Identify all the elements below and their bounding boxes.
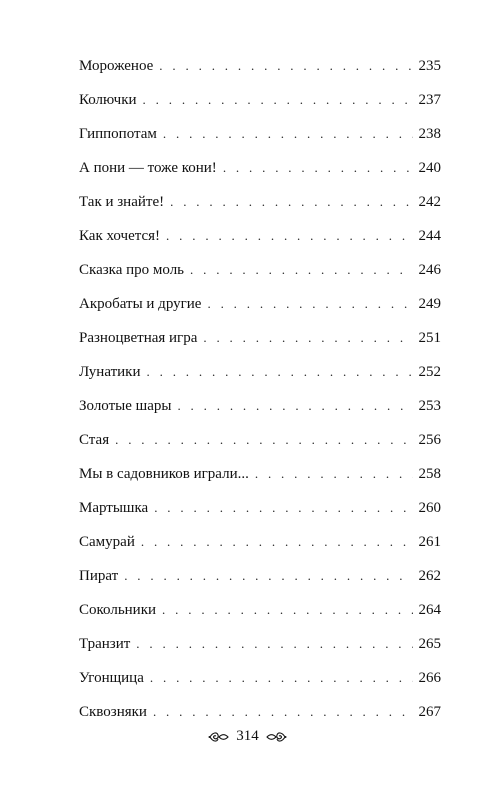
toc-entry[interactable] xyxy=(79,431,441,465)
dot-leader xyxy=(163,125,413,143)
toc-entry-page: 260 xyxy=(418,500,441,516)
toc-entry-page: 258 xyxy=(418,466,441,482)
toc-entry-title: Угонщица xyxy=(79,670,144,686)
toc-entry-page: 237 xyxy=(418,92,441,108)
dot-leader xyxy=(190,261,413,279)
toc-entry-title: Пират xyxy=(79,568,119,584)
toc-entry[interactable] xyxy=(79,91,441,125)
toc-entry[interactable] xyxy=(79,227,441,261)
toc-entry-page: 266 xyxy=(418,670,441,686)
dot-leader xyxy=(136,635,413,653)
toc-entry-title: Лунатики xyxy=(79,364,141,380)
toc-entry[interactable] xyxy=(79,567,441,601)
toc-entry-page: 238 xyxy=(418,126,441,142)
toc-entry[interactable] xyxy=(79,261,441,295)
dot-leader xyxy=(154,499,413,517)
toc-entry-title: Сказка про моль xyxy=(79,262,185,278)
toc-entry-page: 261 xyxy=(418,534,441,550)
toc-entry[interactable] xyxy=(79,669,441,703)
toc-entry-title: Колючки xyxy=(79,92,137,108)
toc-entry[interactable] xyxy=(79,193,441,227)
toc-entry-title: Мартышка xyxy=(79,500,149,516)
toc-entry-title: Как хочется! xyxy=(79,228,161,244)
toc-entry[interactable] xyxy=(79,363,441,397)
toc-entry-title: Мороженое xyxy=(79,58,154,74)
toc-entry-title: Акробаты и другие xyxy=(79,296,202,312)
toc-entry-page: 256 xyxy=(418,432,441,448)
dot-leader xyxy=(223,159,413,177)
ornament-left-icon xyxy=(208,730,230,744)
dot-leader xyxy=(166,227,413,245)
toc-entry-page: 235 xyxy=(418,58,441,74)
toc-entry[interactable] xyxy=(79,159,441,193)
dot-leader xyxy=(115,431,413,449)
toc-entry-title: Транзит xyxy=(79,636,131,652)
page-footer xyxy=(0,728,495,745)
toc-entry-page: 240 xyxy=(418,160,441,176)
dot-leader xyxy=(159,57,413,75)
toc-entry-page: 265 xyxy=(418,636,441,652)
toc-entry[interactable] xyxy=(79,601,441,635)
ornament-right-icon xyxy=(265,730,287,744)
page-number: 314 xyxy=(236,728,259,744)
toc-entry[interactable] xyxy=(79,57,441,91)
dot-leader xyxy=(141,533,413,551)
dot-leader xyxy=(150,669,413,687)
dot-leader xyxy=(170,193,413,211)
toc-entry[interactable] xyxy=(79,465,441,499)
toc-entry-title: Так и знайте! xyxy=(79,194,165,210)
toc-entry-title: Сокольники xyxy=(79,602,157,618)
toc-entry[interactable] xyxy=(79,533,441,567)
toc-entry-page: 267 xyxy=(418,704,441,720)
dot-leader xyxy=(143,91,413,109)
toc-entry-title: Самурай xyxy=(79,534,135,550)
toc-entry-page: 264 xyxy=(418,602,441,618)
toc-entry-page: 249 xyxy=(418,296,441,312)
toc-entry-page: 252 xyxy=(418,364,441,380)
toc-entry[interactable] xyxy=(79,329,441,363)
toc-entry[interactable] xyxy=(79,295,441,329)
toc-entry-page: 242 xyxy=(418,194,441,210)
toc-entry-page: 253 xyxy=(418,398,441,414)
table-of-contents xyxy=(79,57,441,737)
dot-leader xyxy=(162,601,413,619)
dot-leader xyxy=(177,397,413,415)
toc-entry-page: 262 xyxy=(418,568,441,584)
toc-entry-page: 244 xyxy=(418,228,441,244)
dot-leader xyxy=(255,465,413,483)
dot-leader xyxy=(203,329,413,347)
toc-entry-title: Разноцветная игра xyxy=(79,330,198,346)
toc-entry-title: Мы в садовников играли... xyxy=(79,466,249,482)
toc-entry-title: Золотые шары xyxy=(79,398,172,414)
toc-entry-page: 251 xyxy=(418,330,441,346)
toc-entry-title: Стая xyxy=(79,432,110,448)
toc-entry[interactable] xyxy=(79,397,441,431)
dot-leader xyxy=(124,567,413,585)
toc-entry[interactable] xyxy=(79,635,441,669)
toc-entry-title: А пони — тоже кони! xyxy=(79,160,217,176)
toc-entry-title: Гиппопотам xyxy=(79,126,157,142)
dot-leader xyxy=(147,363,414,381)
toc-entry[interactable] xyxy=(79,125,441,159)
toc-entry-page: 246 xyxy=(418,262,441,278)
toc-entry-title: Сквозняки xyxy=(79,704,147,720)
dot-leader xyxy=(153,703,413,721)
toc-entry[interactable] xyxy=(79,499,441,533)
dot-leader xyxy=(207,295,413,313)
